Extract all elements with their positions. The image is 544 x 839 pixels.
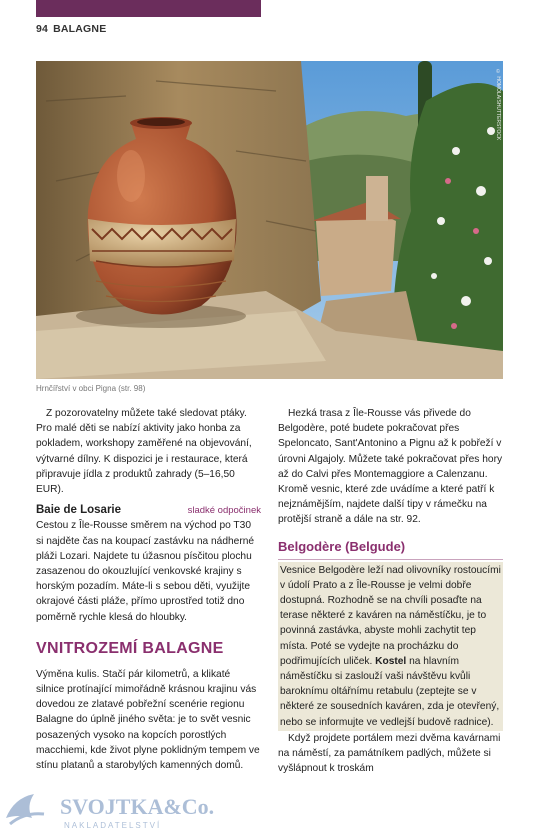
right-column xyxy=(278,406,503,776)
subhead-tag: sladké odpočinek xyxy=(187,505,261,517)
page-number: 94 xyxy=(36,23,49,35)
paragraph-losarie: Cestou z Île-Rousse směrem na východ po T30 si najděte čas na koupací zastávku na nádherné pláži Lozari. Najdete tu úžasnou písčitou plochu zasazenou do okouzlující venkovské krajiny s horským pozadím. Máte-li s sebou děti, využijte okrajové části pláže, přímo uprostřed totiž dno poměrně rychle klesá do hloubky. xyxy=(36,520,255,623)
belgodere-heading: Belgodère (Belgude) xyxy=(278,538,406,554)
subhead-baie-de-losarie xyxy=(36,503,261,518)
belgodere-text-2: na hlavním náměstíčku si zaslouží vaši návštěvu kvůli baroknímu oltářnímu retabulu (zeptejte se v některé ze sousedních kaváren, zda je otevřený, nebo se informujte ve vedlejší budově radnice). xyxy=(280,655,500,728)
paragraph-route: Hezká trasa z Île-Rousse vás přivede do Belgodère, poté budete pokračovat přes Speloncato, Sant'Antonino a Pignu až k pobřeží v úrovni Algajoly. Můžete také pokračovat přes hory až do Calvi přes Montemaggiore a Calenzanu. Kromě vesnic, které zde uvádíme a které patří k nejznámějším, najdete další tipy v rámečku na protější straně a dále na str. 92. xyxy=(278,408,503,526)
photo-caption: Hrnčířství v obci Pigna (str. 98) xyxy=(36,384,146,393)
belgodere-kostel: Kostel xyxy=(375,655,407,667)
paragraph-inland: Výměna kulis. Stačí pár kilometrů, a klikaté silnice protínající mimořádně krásnou krajinu vás dovedou ze zlatavé pobřežní scenérie regionu Balagne do úplně jiného světa: je to svět vesnic posazených vysoko na kopcích porostlých macchiemi, kde život plyne poklidným tempem ve stínu platanů a starobylých kamenných domů. xyxy=(36,668,260,772)
paragraph-portal: Když projdete portálem mezi dvěma kavárnami na náměstí, za památníkem padlých, můžete si vyšlápnout k troskám xyxy=(278,732,501,775)
photo-credit: © HOMOLA/SHUTTERSTOCK xyxy=(495,69,501,141)
publisher-logo xyxy=(4,788,214,834)
section-heading: VNITROZEMÍ BALAGNE xyxy=(36,639,224,657)
paragraph-belgodere xyxy=(278,562,503,731)
logo-name: SVOJTKA&Co. xyxy=(60,794,214,819)
belgodere-text-1: Vesnice Belgodère leží nad olivovníky rostoucími v údolí Prato a z Île-Rousse je velmi dobře dostupná. Rozhodně se na chvíli posaďte na terase některé z kaváren na náměstíčku, je to povinná zastávka, abyste mohli zachytit tep místa. Poté se vydejte na procházku do podřimujících uliček. xyxy=(280,564,501,667)
photo-illustration xyxy=(36,61,503,379)
header-color-bar xyxy=(36,0,261,17)
heading-rule xyxy=(278,559,503,560)
left-column xyxy=(36,406,261,773)
logo-sub: NAKLADATELSTVÍ xyxy=(64,821,162,830)
logo-graphic xyxy=(4,788,214,834)
paragraph-observatory: Z pozorovatelny můžete také sledovat ptáky. Pro malé děti se nabízí aktivity jako honba za pokladem, workshopy zaměřené na objevování, výtvarné dílny. K dispozici je i restaurace, která připravuje jídla z produktů zahrady (5–16,50 EUR). xyxy=(36,408,252,496)
subhead-title: Baie de Losarie xyxy=(36,504,122,517)
page-header xyxy=(36,23,106,35)
section-name: BALAGNE xyxy=(53,23,107,35)
photo-pottery-pigna xyxy=(36,61,503,379)
